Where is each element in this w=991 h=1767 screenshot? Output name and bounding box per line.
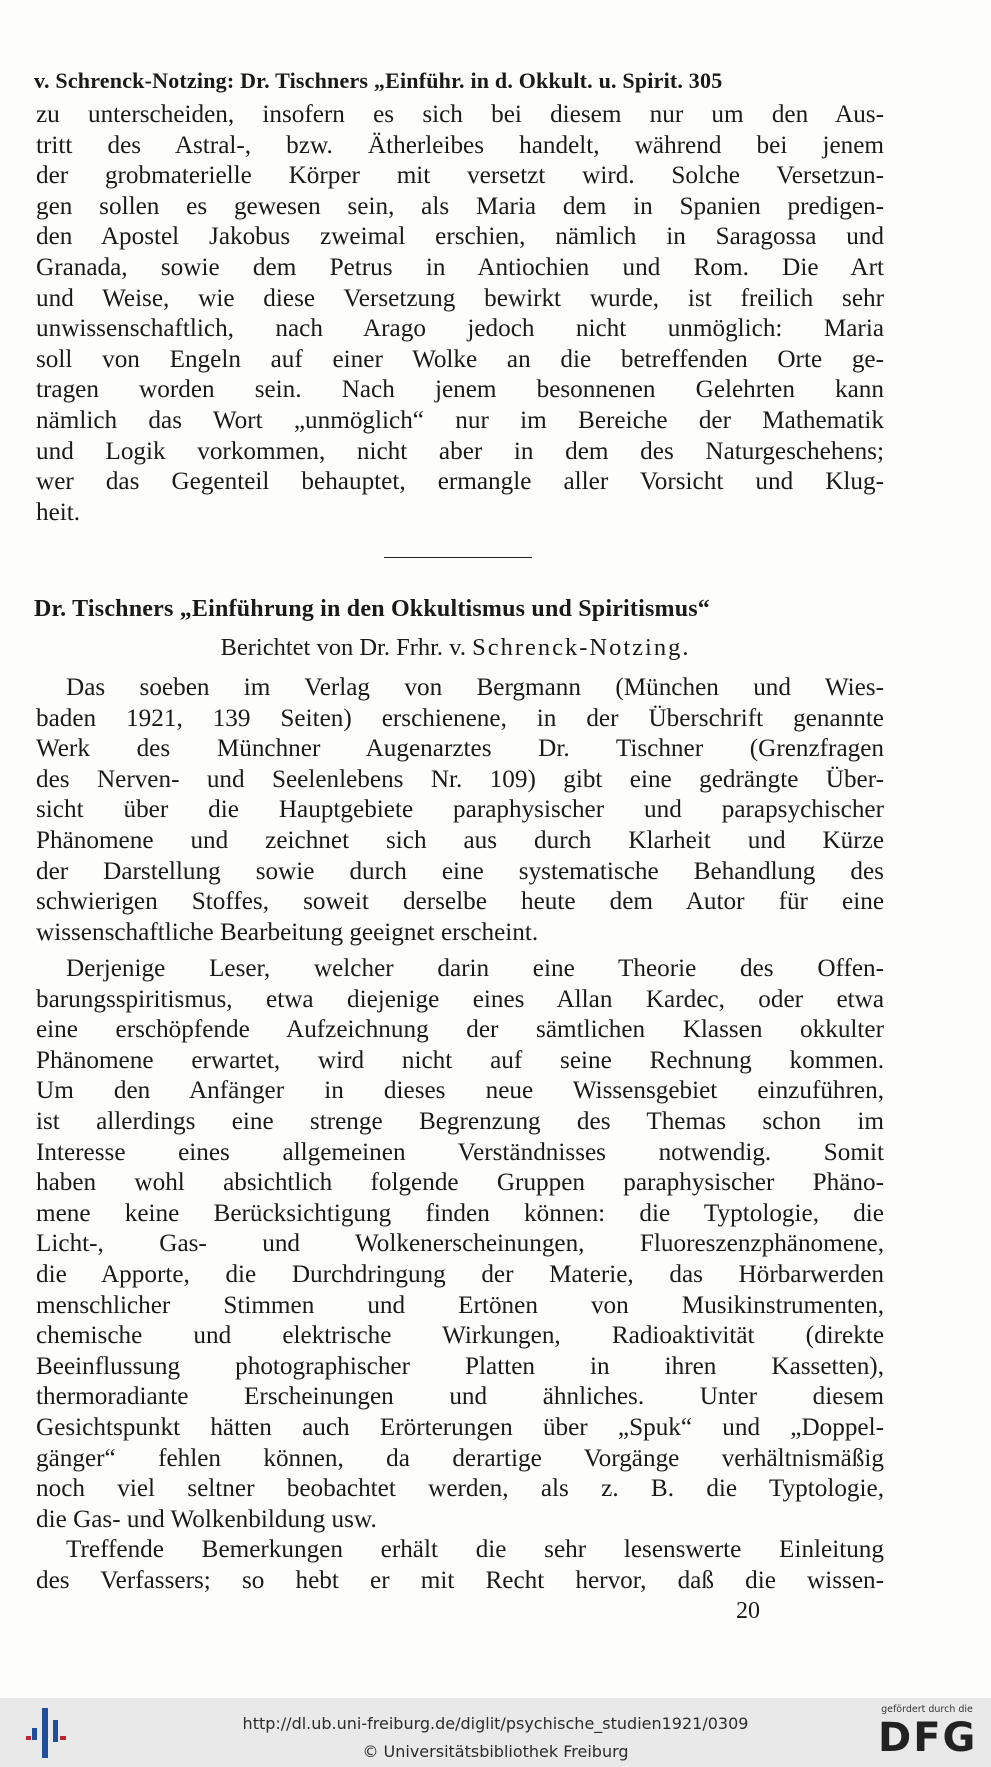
text-line: Das soeben im Verlag von Bergmann (München und Wies- <box>66 674 884 701</box>
byline-prefix: Berichtet von Dr. Frhr. v. <box>220 634 466 661</box>
text-line: thermoradiante Erscheinungen und ähnliches. Unter diesem <box>36 1383 884 1411</box>
dfg-logo <box>874 1704 980 1762</box>
section-divider <box>384 557 532 558</box>
text-line: sicht über die Hauptgebiete paraphysischer und parapsychischer <box>36 796 884 824</box>
article-byline <box>0 634 911 662</box>
article-paragraph-3 <box>36 1535 884 1596</box>
text-line: wer das Gegenteil behauptet, ermangle aller Vorsicht und Klug- <box>36 468 884 496</box>
text-line: tritt des Astral-, bzw. Ätherleibes handelt, während bei jenem <box>36 131 884 159</box>
text-line: Interesse eines allgemeinen Verständnisses notwendig. Somit <box>36 1138 884 1166</box>
article-paragraph-1 <box>36 673 884 948</box>
text-line: eine erschöpfende Aufzeichnung der sämtlichen Klassen okkulter <box>36 1016 884 1044</box>
text-line: tragen worden sein. Nach jenem besonnenen Gelehrten kann <box>36 376 884 404</box>
viewer-footer <box>0 1698 991 1767</box>
text-line: des Verfassers; so hebt er mit Recht hervor, daß die wissen- <box>36 1566 884 1594</box>
text-line: Beeinflussung photographischer Platten in ihren Kassetten), <box>36 1352 884 1380</box>
text-line: Treffende Bemerkungen erhält die sehr lesenswerte Einleitung <box>66 1536 884 1563</box>
running-head: v. Schrenck-Notzing: Dr. Tischners „Einführ. in d. Okkult. u. Spirit. 305 <box>34 68 723 93</box>
text-line: chemische und elektrische Wirkungen, Radioaktivität (direkte <box>36 1322 884 1350</box>
text-line: heit. <box>36 498 81 526</box>
text-line: zu unterscheiden, insofern es sich bei diesem nur um den Aus- <box>36 101 884 128</box>
text-line: und Logik vorkommen, nicht aber in dem des Naturgeschehens; <box>36 437 884 465</box>
copyright-notice: © Universitätsbibliothek Freiburg <box>362 1742 629 1761</box>
source-url-link[interactable]: http://dl.ub.uni-freiburg.de/diglit/psychische_studien1921/0309 <box>242 1714 749 1733</box>
text-line: schwierigen Stoffes, soweit derselbe heute dem Autor für eine <box>36 888 884 916</box>
text-line: wissenschaftliche Bearbeitung geeignet erscheint. <box>36 918 539 946</box>
text-line: barungsspiritismus, etwa diejenige eines Allan Kardec, oder etwa <box>36 985 884 1013</box>
text-line: die Gas- und Wolkenbildung usw. <box>36 1505 377 1533</box>
previous-article-text <box>36 100 884 528</box>
text-line: noch viel seltner beobachtet werden, als z. B. die Typtologie, <box>36 1475 884 1503</box>
text-line: gen sollen es gewesen sein, als Maria dem in Spanien predigen- <box>36 192 884 220</box>
text-line: Gesichtspunkt hätten auch Erörterungen über „Spuk“ und „Doppel- <box>36 1413 884 1441</box>
text-line: mene keine Berücksichtigung finden können: die Typtologie, die <box>36 1199 884 1227</box>
text-line: der grobmaterielle Körper mit versetzt wird. Solche Versetzun- <box>36 162 884 190</box>
text-line: die Apporte, die Durchdringung der Materie, das Hörbarwerden <box>36 1260 884 1288</box>
text-line: und Weise, wie diese Versetzung bewirkt wurde, ist freilich sehr <box>36 284 884 312</box>
text-line: soll von Engeln auf einer Wolke an die betreffenden Orte ge- <box>36 345 884 373</box>
text-line: Phänomene und zeichnet sich aus durch Klarheit und Kürze <box>36 826 884 854</box>
text-line: des Nerven- und Seelenlebens Nr. 109) gibt eine gedrängte Über- <box>36 765 884 793</box>
text-line: Werk des Münchner Augenarztes Dr. Tischner (Grenzfragen <box>36 735 884 763</box>
text-line: gänger“ fehlen können, da derartige Vorgänge verhältnismäßig <box>36 1444 884 1472</box>
text-line: der Darstellung sowie durch eine systematische Behandlung des <box>36 857 884 885</box>
text-line: unwissenschaftlich, nach Arago jedoch nicht unmöglich: Maria <box>36 315 884 343</box>
text-line: Granada, sowie dem Petrus in Antiochien und Rom. Die Art <box>36 253 884 281</box>
text-line: nämlich das Wort „unmöglich“ nur im Bereiche der Mathematik <box>36 406 884 434</box>
text-line: ist allerdings eine strenge Begrenzung des Themas schon im <box>36 1107 884 1135</box>
byline-author: Schrenck-Notzing. <box>472 634 691 661</box>
page-number: 20 <box>736 1598 760 1624</box>
dfg-logo-text: DFG <box>878 1715 978 1761</box>
text-line: Phänomene erwartet, wird nicht auf seine Rechnung kommen. <box>36 1046 884 1074</box>
text-line: Um den Anfänger in dieses neue Wissensgebiet einzuführen, <box>36 1077 884 1105</box>
text-line: baden 1921, 139 Seiten) erschienene, in der Überschrift genannte <box>36 704 884 732</box>
text-line: menschlicher Stimmen und Ertönen von Musikinstrumenten, <box>36 1291 884 1319</box>
text-line: Derjenige Leser, welcher darin eine Theorie des Offen- <box>66 955 884 982</box>
text-line: haben wohl absichtlich folgende Gruppen paraphysischer Phäno- <box>36 1169 884 1197</box>
text-line: den Apostel Jakobus zweimal erschien, nämlich in Saragossa und <box>36 223 884 251</box>
article-paragraph-2 <box>36 954 884 1535</box>
text-line: Licht-, Gas- und Wolkenerscheinungen, Fluoreszenzphänomene, <box>36 1230 884 1258</box>
dfg-caption: gefördert durch die <box>881 1704 973 1715</box>
article-title: Dr. Tischners „Einführung in den Okkultismus und Spiritismus“ <box>34 596 711 622</box>
